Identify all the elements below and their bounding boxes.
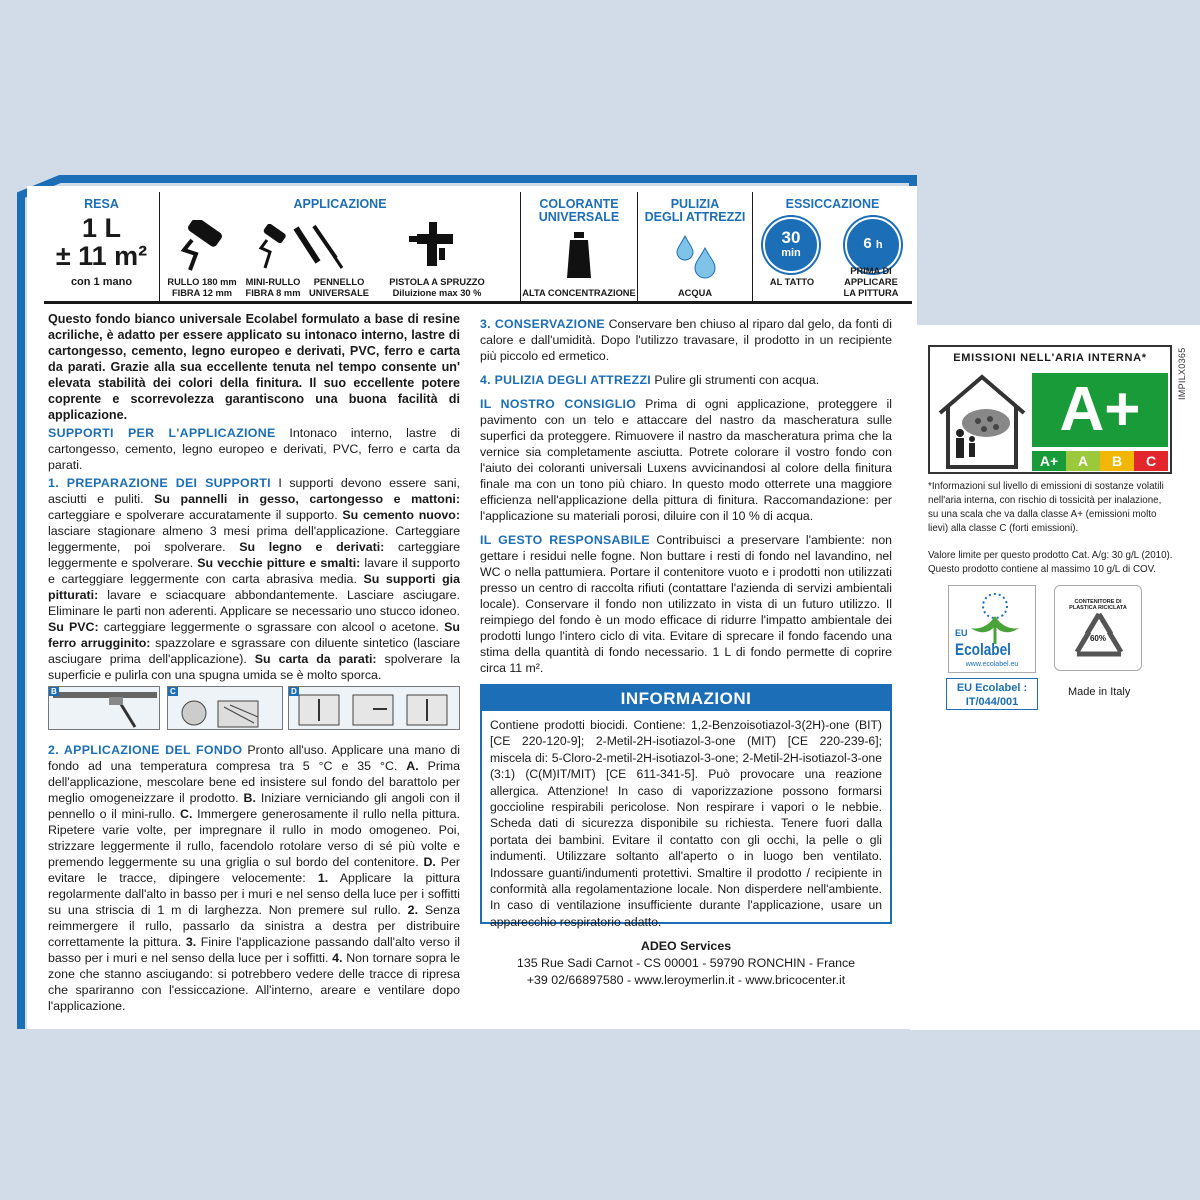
supporti-title: SUPPORTI PER L'APPLICAZIONE [48,426,276,440]
ecolabel-registration [946,678,1038,710]
illustration-c [167,686,283,730]
preparazione-run: Su legno e derivati: [239,540,385,554]
left-column [48,311,460,685]
recycled-plastic-badge [1054,585,1142,671]
pulizia-section-title: 4. PULIZIA DEGLI ATTREZZI [480,373,651,387]
water-drops-icon [675,234,719,280]
company-contact: +39 02/66897580 - www.leroymerlin.it - www.bricocenter.it [526,973,846,987]
company-name: ADEO Services [640,939,732,953]
applicazione-run: A. [406,759,419,773]
company-info [480,938,892,989]
preparazione-run: spolverare la superficie e pulirla con una spugna umida se è molto sporca. [48,652,460,682]
preparazione-paragraph [48,475,460,683]
grade-c: C [1134,451,1168,471]
applicazione-run: Applicare la pittura regolarmente dall'alto in basso per i muri e nel senso della luce per i soffitti su una striscia di 1 m di larghezza. Non premere sul rullo. [48,871,460,917]
pulizia-text: Pulire gli strumenti con acqua. [651,373,820,387]
mini-roller-icon [252,224,292,272]
applicazione-title: APPLICAZIONE [293,197,387,211]
gesto-paragraph [480,532,892,676]
applicazione-run: 2. [407,903,419,917]
informazioni-title: INFORMAZIONI [482,686,890,711]
applicazione-run: C. [180,807,193,821]
applicazione-run: B. [243,791,256,805]
illustration-letter-d: D [291,687,297,696]
timer-6h-icon [845,217,901,273]
preparazione-run: lavare e sciacquare abbondantemente. Lasciare asciugare. Eliminare le parti non aderenti. Applicare se necessario uno stucco idoneo. [48,588,460,618]
preparazione-run: lavare il supporto e carteggiare leggermente con carta abrasiva media. [48,556,460,586]
illustration-letter-c: C [170,687,176,696]
applicazione-cell [160,192,521,301]
pulizia-caption: ACQUA [677,288,713,298]
usage-header [44,192,912,304]
illustration-d [288,686,460,730]
preparazione-run: Su pannelli in gesso, cartongesso e mattoni: [154,492,460,506]
colorante-cell [521,192,638,301]
tool-caption-1b: FIBRA 12 mm [171,288,233,298]
applicazione-fondo-title: 2. APPLICAZIONE DEL FONDO [48,743,243,757]
ecolabel-word: Ecolabel [955,640,1011,659]
applicazione-run: Senza reimmergere il rullo, passarlo da sinistra a destra per distribuire correttamente la pittura. [48,903,460,949]
preparazione-run: Su supporti gia pitturati: [48,572,460,602]
recycled-percent: 60% [1089,634,1106,643]
preparazione-run: Su vecchie pitture e smalti: [197,556,361,570]
roller-icon [170,220,230,272]
supporti-text: Intonaco interno, lastre di cartongesso, cemento, legno europeo e derivati, PVC, ferro e carta da parati. [48,426,460,472]
tool-caption-4a: PISTOLA A SPRUZZO [389,277,485,287]
timer-30min-icon [763,217,819,273]
essiccazione-title: ESSICCAZIONE [785,197,880,211]
essiccazione-caption-1: AL TATTO [769,277,815,287]
informazioni-text: Contiene prodotti biocidi. Contiene: 1,2-Benzoisotiazol-3(2H)-one (BIT) [CE 220-120-9]; 2-Metil-2H-isotiazol-3-one (MIT) [CE 220-239-6]; miscela di: 5-Cloro-2-metil-2H-isotiazol-3-one; 2-Metil-2H-isotiazol-3-one (3:1) (C(M)IT/MIT) [CE 611-341-5]. Può provocare una reazione allergica. Attenzione! In caso di vaporizzazione possono formarsi goccioline respirabili pericolose. Non respirare i vapori o le nebbie. Scheda dati di sicurezza disponibile su richiesta. Tenere fuori dalla portata dei bambini. Evitare il contatto con gli occhi, la pelle o gli indumenti. Utilizzare soltanto all'aperto o in luogo ben ventilato. Indossare guanti/indumenti protettivi. Smaltire il prodotto / recipiente in conformità alla regolamentazione locale. Non disperdere nell'ambiente. In caso di ventilazione insufficiente durante l'applicazione, usare un apparecchio respiratorio adatto. [490,718,882,929]
intro-text: Questo fondo bianco universale Ecolabel formulato a base di resine acriliche, è adatto per essere applicato su intonaco interno, lastre di cartongesso, cemento, legno europeo e derivati, PVC, ferro e carta da parati. Grazie alla sua eccellente tenuta nel tempo consente un' elevata stabilità dei colori della finitura. Il suo eccellente potere coprente e scorrevolezza garantiscono una buona facilità di applicazione. [48,312,460,422]
preparazione-title: 1. PREPARAZIONE DEI SUPPORTI [48,476,271,490]
resa-caption: con 1 mano [70,276,133,288]
preparazione-run: carteggiare e spolverare accuratamente il supporto. [48,508,343,522]
preparazione-run: Su carta da parati: [254,652,377,666]
supporti-paragraph [48,425,460,473]
colorante-title-2: UNIVERSALE [538,210,620,224]
informazioni-box [480,684,892,929]
preparazione-run: Su ferro arrugginito: [48,620,460,650]
applicazione-run: Finire l'applicazione passando dall'alto verso il basso per i muri e nel senso della luce per i soffitti. [48,935,460,965]
tool-caption-4b: Diluizione max 30 % [392,288,482,298]
consiglio-paragraph [480,396,892,524]
pulizia-title-2: DEGLI ATTREZZI [644,210,746,224]
timer-6-number: 6 [863,235,872,252]
pulizia-title-1: PULIZIA [670,197,720,211]
emissions-footnote: *Informazioni sul livello di emissioni di sostanze volatili nell'aria interna, con rischio di tossicità per inalazione, su una scala che va dalla classe A+ (emissioni molto lievi) alla classe C (forti emissioni). [928,481,1164,534]
applicazione-run: Prima dell'applicazione, mescolare bene ed insistere sul fondo del barattolo per meglio omogeneizzare il prodotto. [48,759,460,805]
colorant-tube-icon [565,232,593,280]
gesto-title: IL GESTO RESPONSABILE [480,533,650,547]
illustration-letter-b: B [51,687,57,696]
essiccazione-caption-2b: LA PITTURA [843,288,899,298]
house-icon [936,373,1028,471]
timer-30-unit: min [781,247,801,259]
made-in: Made in Italy [1068,686,1131,698]
tool-caption-3a: PENNELLO [313,277,365,287]
grade-a-plus: A+ [1032,451,1066,471]
middle-column [480,316,892,678]
preparazione-run: I supporti devono essere sani, asciutti e puliti. [48,476,460,506]
ecolabel-reg-line-2: IT/044/001 [965,696,1019,708]
preparazione-run: lasciare stagionare almeno 3 mesi prima dell'applicazione. Carteggiare leggermente, poi spolverare. [48,524,460,554]
ecolabel-logo [948,585,1036,673]
resa-liters: 1 L [81,213,121,243]
applicazione-paragraph [48,742,460,1014]
recycled-title: CONTENITORE DI PLASTICA RICICLATA [1069,599,1127,611]
resa-coverage: ± 11 m² [55,241,148,271]
timer-30-number: 30 [781,228,801,247]
conservazione-text: Conservare ben chiuso al riparo dal gelo, da fonti di calore e dall'umidità. Dopo l'utilizzo travasare, il prodotto in un recipiente più piccolo ed ermetico. [480,317,892,363]
gesto-text: Contribuisci a preservare l'ambiente: non gettare i residui nelle fogne. Non buttare i resti di fondo nel lavandino, nel WC o nella pattumiera. Portare il contenitore vuoto e i prodotti non utilizzati presso un centro di raccolta rifiuti (contattare l'azienda di servizi ambientali locale). Conservare il fondo non utilizzato in vista di un futuro utilizzo. Il reimpiego del fondo è un modo efficace di ridurre l'impatto ambientale dei prodotti lungo l'intero ciclo di vita. Evitare di sprecare il fondo facendo una stima della quantità di fondo necessario. 1 L di fondo permette di coprire circa 11 m². [480,533,892,675]
company-address: 135 Rue Sadi Carnot - CS 00001 - 59790 RONCHIN - France [516,956,856,970]
left-column-lower [48,742,460,1016]
product-code: IMPILX0365 [1177,347,1187,400]
pulizia-cell [638,192,753,301]
colorante-caption: ALTA CONCENTRAZIONE [522,288,636,298]
preparazione-run: carteggiare leggermente o sgrassare con alcool o acetone. [98,620,445,634]
applicazione-run: Pronto all'uso. Applicare una mano di fondo ad una temperatura compresa tra 5 °C e 35 °C. [48,743,460,773]
illustration-b [48,686,160,730]
applicazione-run: 3. [185,935,197,949]
consiglio-text: Prima di ogni applicazione, proteggere il pavimento con un telo e attaccare del nastro da mascheratura sulle superfici da proteggere. Rimuovere il nastro da mascheratura prima che la vernice sia completamente asciutta. Potrete colorare il vostro fondo con l'aiuto dei coloranti universali Luxens avvicinandosi al colore della finitura finale ma con un tono più chiaro. In questo modo otterrete una maggiore efficienza nell'applicazione della pittura di finitura. Raccomandazione: per l'applicazione su materiali porosi, diluire con il 10 % di acqua. [480,397,892,523]
applicazione-run: Per evitare le tracce, dipingere velocemente: [48,855,460,885]
pulizia-paragraph [480,372,892,388]
tool-caption-3b: UNIVERSALE [309,288,369,298]
applicazione-run: 4. [332,951,343,965]
applicazione-run: Iniziare verniciando gli angoli con il pennello o il mini-rullo. [48,791,460,821]
preparazione-run: Su cemento nuovo: [342,508,460,522]
preparazione-run: Su PVC: [48,620,99,634]
ecolabel-eu: EU [955,628,968,638]
conservazione-paragraph [480,316,892,364]
resa-cell [44,192,160,301]
limit-line-1: Valore limite per questo prodotto Cat. A/g: 30 g/L (2010). [928,550,1173,561]
ecolabel-url: www.ecolabel.eu [965,661,1019,668]
preparazione-run: carteggiare leggermente e spolverare. [48,540,460,570]
applicazione-run: D. [423,855,436,869]
applicazione-run: Immergere generosamente il rullo nella pittura. Ripetere varie volte, per impregnare il rullo in modo omogeneo. Poi, strizzare leggermente il rullo, facendolo rotolare verso di sé più volte e premendo leggermente su una griglia o sul bordo del contenitore. [48,807,460,869]
limit-line-2: Questo prodotto contiene al massimo 10 g/L di COV. [928,564,1156,575]
emissions-title: EMISSIONI NELL'ARIA INTERNA* [953,352,1147,364]
resa-title: RESA [84,197,119,211]
emissions-label [928,345,1172,474]
grade-a: A [1066,451,1100,471]
grade-big: A+ [1059,375,1141,444]
grade-b: B [1100,451,1134,471]
consiglio-title: IL NOSTRO CONSIGLIO [480,397,637,411]
spray-gun-icon [407,220,463,274]
preparazione-run: spazzolare e sgrassare con diluente sintetico (lasciare asciugare prima dell'applicazione). [48,636,460,666]
colorante-title-1: COLORANTE [539,197,619,211]
essiccazione-caption-2a: PRIMA DI APPLICARE [844,266,898,287]
timer-6-unit: h [875,239,883,251]
tool-caption-1a: RULLO 180 mm [167,277,237,287]
conservazione-title: 3. CONSERVAZIONE [480,317,605,331]
tool-caption-2b: FIBRA 8 mm [245,288,301,298]
ecolabel-reg-line-1: EU Ecolabel : [956,682,1028,694]
tool-caption-2a: MINI-RULLO [245,277,301,287]
brush-icon [290,222,360,272]
applicazione-run: Non tornare sopra le zone che stanno asciugando: si potrebbero vedere delle tracce di ripresa che spariranno con l'essiccazione. All'interno, areare e ventilare dopo l'applicazione. [48,951,460,1013]
essiccazione-cell [753,192,912,301]
applicazione-run: 1. [317,871,329,885]
